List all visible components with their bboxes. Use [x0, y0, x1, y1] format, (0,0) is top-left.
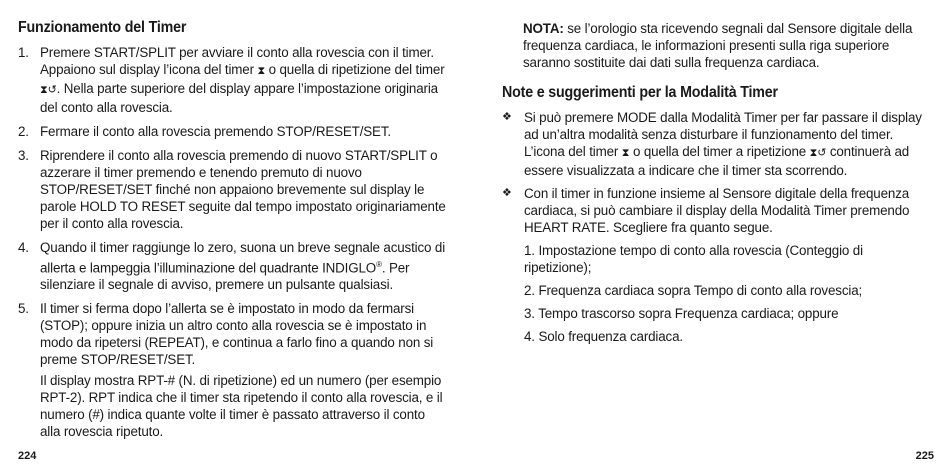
section-title-timer-operation: Funzionamento del Timer [18, 19, 187, 36]
item-number: 5. [18, 301, 29, 317]
item-text: Quando il timer raggiunge lo zero, suona un breve segnale acustico di allerta e lampeggia l’illuminazione del quadrante INDIGLO®. Per silenziare il segnale di avviso, premere un pulsante qualsiasi. [40, 240, 446, 293]
list-item-2 [18, 123, 446, 140]
timer-icon: ⧗ [621, 147, 630, 159]
list-item-3 [18, 147, 446, 232]
item-number: 1. [18, 45, 29, 60]
item-text: Riprendere il conto alla rovescia premendo di nuovo START/SPLIT o azzerare il timer premendo e tenendo premuto di nuovo STOP/RESET/SET finché non appaiono brevemente sul display le parole HOLD TO RESET seguite dal tempo impostato originariamente per il conto alla rovescia. [40, 148, 446, 231]
page-number: 224 [18, 450, 37, 462]
right-page [475, 0, 950, 465]
item-text: Premere START/SPLIT per avviare il conto alla rovescia con il timer. Appaiono sul display l’icona del timer ⧗ o quella di ripetizione del timer ⧗↺. Nella parte superiore del display appare l’impostazione originaria del conto alla rovescia. [40, 45, 445, 115]
diamond-bullet-icon: ❖ [502, 111, 512, 123]
list-item-5 [18, 300, 446, 368]
diamond-bullet-icon: ❖ [502, 187, 512, 199]
bullet-item-2 [502, 185, 932, 236]
bullet-item-1 [502, 109, 932, 179]
option-item-3: 3. Tempo trascorso sopra Frequenza cardiaca; oppure [524, 306, 839, 321]
item-number: 3. [18, 148, 29, 163]
nota-label: NOTA: [523, 21, 564, 36]
bullet-text: Con il timer in funzione insieme al Sensore digitale della frequenza cardiaca, si può cambiare il display della Modalità Timer premendo HEART RATE. Scegliere fra quanto segue. [524, 186, 910, 235]
section-title-tips: Note e suggerimenti per la Modalità Timer [502, 84, 778, 101]
item-number: 2. [18, 124, 29, 139]
repeat-timer-icon: ⧗↺ [809, 147, 827, 159]
page-number: 225 [915, 450, 934, 462]
option-item-4: 4. Solo frequenza cardiaca. [524, 329, 683, 344]
bullet-text: Si può premere MODE dalla Modalità Timer per far passare il display ad un’altra modalità senza disturbare il funzionamento del timer. L’icona del timer ⧗ o quella del timer a ripetizione ⧗↺ continuerà ad essere visualizzata a indicare che il timer sta scorrendo. [524, 110, 922, 178]
list-item-1 [18, 44, 446, 116]
tips-list [502, 109, 932, 351]
item-text: Il timer si ferma dopo l’allerta se è impostato in modo da fermarsi (STOP); oppure inizia un altro conto alla rovescia se è impostato in modo da ripetersi (REPEAT), e continua a farlo fino a quando non si preme STOP/RESET/SET. [40, 301, 434, 368]
nota-paragraph: NOTA: se l’orologio sta ricevendo segnali dal Sensore digitale della frequenza cardiaca, le informazioni presenti sulla riga superiore saranno sostituite dai dati sulla frequenza cardiaca. [523, 21, 913, 70]
list-item-4 [18, 239, 446, 293]
timer-icon: ⧗ [257, 65, 266, 77]
rpt-note-paragraph: Il display mostra RPT-# (N. di ripetizione) ed un numero (per esempio RPT-2). RPT indica che il timer sta ripetendo il conto alla rovescia, e il numero (#) indica quante volte il timer è passato attraverso il conto alla rovescia ripetuto. [40, 373, 443, 440]
repeat-timer-icon: ⧗↺ [40, 84, 57, 96]
instructions-list [18, 44, 446, 440]
option-item-1: 1. Impostazione tempo di conto alla rovescia (Conteggio di ripetizione); [524, 243, 863, 275]
option-item-2: 2. Frequenza cardiaca sopra Tempo di conto alla rovescia; [524, 283, 863, 298]
item-text: Fermare il conto alla rovescia premendo STOP/RESET/SET. [40, 124, 391, 139]
item-number: 4. [18, 240, 29, 255]
